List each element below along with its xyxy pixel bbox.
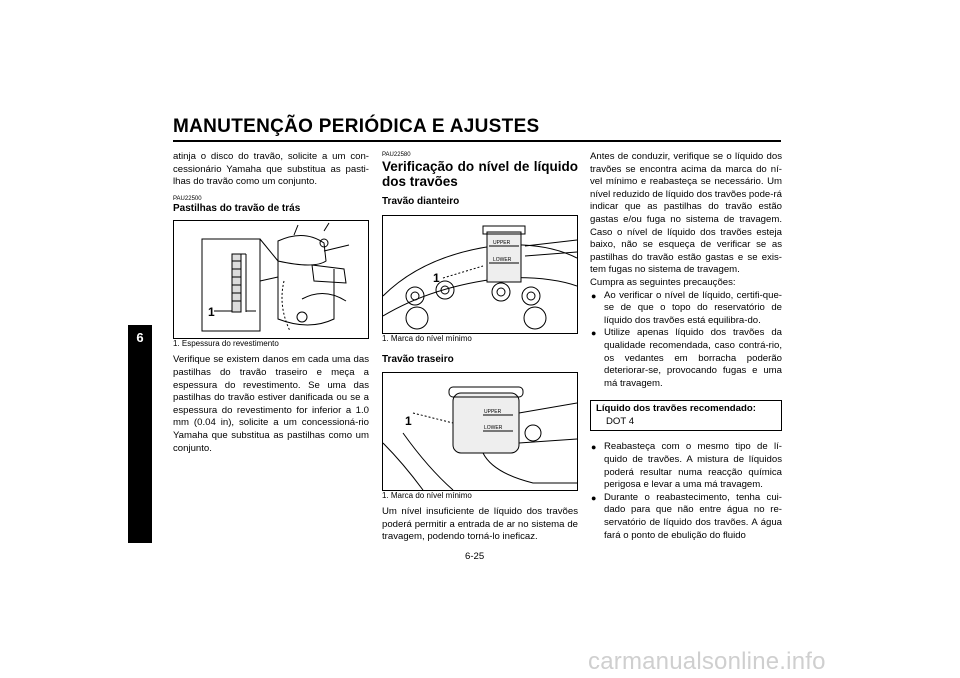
page-title: MANUTENÇÃO PERIÓDICA E AJUSTES xyxy=(173,116,540,137)
watermark: carmanualsonline.info xyxy=(588,648,826,675)
column-1 xyxy=(173,151,369,455)
list-item: ● Durante o reabastecimento, tenha cui-dado para que não entre água no re-servatório de líquido dos travões. A água fará o ponto de ebulição do fluido xyxy=(590,492,782,542)
rear-brake-pad-figure xyxy=(173,220,369,339)
recommended-fluid-box xyxy=(590,400,782,431)
col3-paragraph: Antes de conduzir, verifique se o líquido dos travões se encontra acima da marca do ní-vel mínimo e reabasteça se necessário. Um nível reduzido de líquido dos travões pode-rá indicar que as pastilhas do travão estão gastas e/ou fuga no sistema de travagem. Caso o nível de líquido dos travões esteja baixo, não se esqueça de verificar se as pastilhas do travão estão gastas e se exis-tem fugas no sistema de travagem. xyxy=(590,151,782,276)
list-item: ● Ao verificar o nível de líquido, certifi-que-se de que o topo do reservatório de líquido dos travões está equilibra-do. xyxy=(590,290,782,328)
upper-mark: UPPER xyxy=(493,239,511,246)
column-2 xyxy=(382,151,578,544)
lower-mark: LOWER xyxy=(484,425,503,432)
col3-precautions: Cumpra as seguintes precauções: xyxy=(590,276,736,288)
precautions-list-2 xyxy=(590,441,782,542)
front-brake-reservoir-figure xyxy=(382,215,578,334)
rear-reservoir-illustration xyxy=(383,373,577,490)
section-heading: Pastilhas do travão de trás xyxy=(173,202,301,214)
subsection-heading-front: Travão dianteiro xyxy=(382,196,460,207)
col1-intro: atinja o disco do travão, solicite a um con-cessionário Yamaha que substitua as pasti-lhas do travão como um conjunto. xyxy=(173,151,369,188)
lower-mark: LOWER xyxy=(493,256,512,263)
list-item: ● Reabasteça com o mesmo tipo de lí-quido de travões. A mistura de líquidos poderá resultar numa reacção química perigosa e levar a uma má travagem. xyxy=(590,441,782,491)
list-item: ● Utilize apenas líquido dos travões da qualidade recomendada, caso contrá-rio, os vedantes em borracha poderão deteriorar-se, provocando fugas e uma má travagem. xyxy=(590,327,782,390)
column-3 xyxy=(590,151,782,542)
figure-callout-1: 1 xyxy=(405,414,412,429)
title-rule xyxy=(173,140,781,142)
col1-body: Verifique se existem danos em cada uma das pastilhas do travão traseiro e meça a espessura do revestimento. Se uma das pastilhas do travão estiver danificada ou se a espessura do revestimento for inferior a 1.0 mm (0.04 in), solicite a um concessioná-rio Yamaha que substitua as pastilhas como um conjunto. xyxy=(173,354,369,454)
recommended-fluid-label: Líquido dos travões recomendado: xyxy=(596,403,756,415)
figure-caption-rear: 1. Marca do nível mínimo xyxy=(382,491,472,501)
precautions-list xyxy=(590,290,782,391)
recommended-fluid-value: DOT 4 xyxy=(606,415,635,427)
section-code: PAU22500 xyxy=(173,195,202,202)
chapter-tab: 6 xyxy=(128,325,152,543)
figure-callout-1: 1 xyxy=(433,270,440,285)
page-number: 6-25 xyxy=(465,551,485,562)
rear-brake-pad-illustration xyxy=(174,221,368,338)
section-code: PAU22580 xyxy=(382,152,411,158)
col2-body: Um nível insuficiente de líquido dos travões poderá permitir a entrada de ar no sistema de travagem, podendo torná-lo ineficaz. xyxy=(382,506,578,543)
front-reservoir-illustration xyxy=(383,216,577,333)
figure-caption-front: 1. Marca do nível mínimo xyxy=(382,333,472,343)
section-heading: Verificação do nível de líquido dos travões xyxy=(382,159,578,189)
figure-caption: 1. Espessura do revestimento xyxy=(173,339,279,349)
upper-mark: UPPER xyxy=(484,409,502,416)
rear-brake-reservoir-figure xyxy=(382,372,578,491)
figure-callout-1: 1 xyxy=(208,305,215,320)
subsection-heading-rear: Travão traseiro xyxy=(382,353,454,365)
